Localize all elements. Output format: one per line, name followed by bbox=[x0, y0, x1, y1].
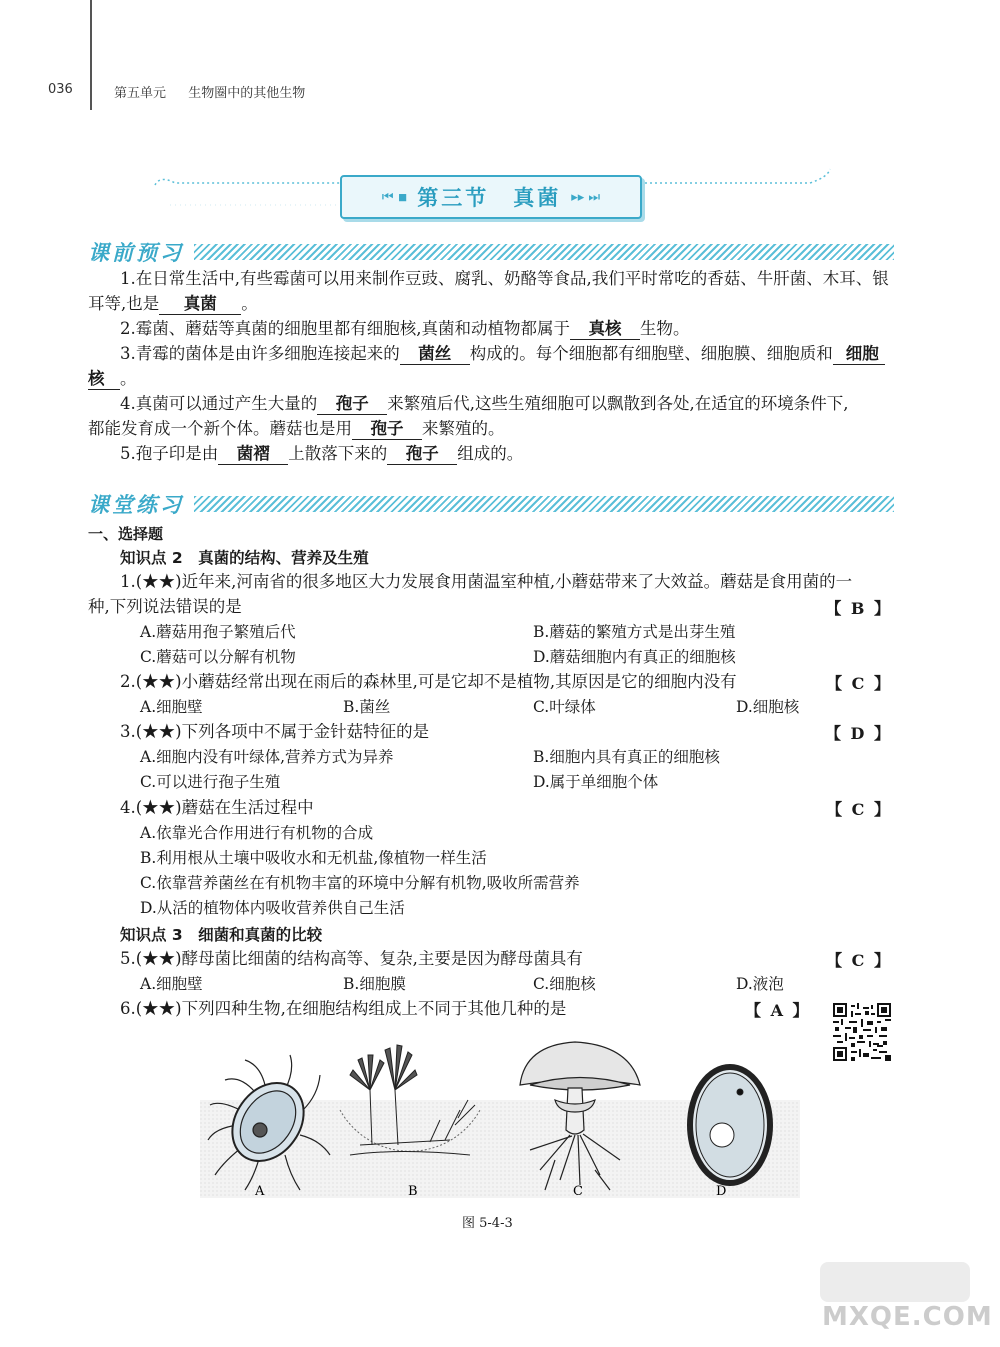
question-2: 2.(★★)小蘑菇经常出现在雨后的森林里,可是它却不是植物,其原因是它的细胞内没有 bbox=[120, 672, 737, 691]
option-c: C.可以进行孢子生殖 bbox=[140, 773, 281, 791]
option-a: A.细胞壁 bbox=[140, 698, 203, 716]
option-a: A.蘑菇用孢子繁殖后代 bbox=[140, 623, 296, 641]
answer-bracket: 【 C 】 bbox=[826, 951, 892, 970]
option-c: C.细胞核 bbox=[533, 975, 596, 993]
question-5: 5.(★★)酵母菌比细菌的结构高等、复杂,主要是因为酵母菌具有 bbox=[120, 949, 583, 968]
practice-heading bbox=[88, 490, 894, 518]
header-rule bbox=[90, 0, 92, 110]
option-b: B.菌丝 bbox=[343, 698, 391, 716]
option-c: C.蘑菇可以分解有机物 bbox=[140, 648, 296, 666]
question-1a: 1.(★★)近年来,河南省的很多地区大力发展食用菌温室种植,小蘑菇带来了大效益。蘑菇是食用菌的一 bbox=[120, 572, 853, 591]
preview-q1b: 耳等,也是 真菌 。 bbox=[88, 294, 258, 313]
option-a: A.依靠光合作用进行有机物的合成 bbox=[140, 824, 374, 842]
unit-label bbox=[114, 82, 305, 101]
option-c: C.叶绿体 bbox=[533, 698, 596, 716]
answer-bracket: 【 D 】 bbox=[824, 724, 892, 743]
figure-organisms bbox=[200, 1030, 800, 1205]
option-d: D.蘑菇细胞内有真正的细胞核 bbox=[533, 648, 736, 666]
banner-box bbox=[340, 175, 642, 219]
banner-title: 第三节 真菌 bbox=[417, 186, 562, 210]
option-b: B.利用根从土壤中吸收水和无机盐,像植物一样生活 bbox=[140, 849, 487, 867]
figure-label-d: D bbox=[716, 1184, 727, 1199]
preview-q5: 5.孢子印是由 菌褶 上散落下来的 孢子 组成的。 bbox=[120, 444, 524, 463]
option-a: A.细胞壁 bbox=[140, 975, 203, 993]
answer-blank: 孢子 bbox=[352, 419, 422, 440]
heading-hatch bbox=[194, 496, 894, 512]
preview-q3: 3.青霉的菌体是由许多细胞连接起来的 菌丝 构成的。每个细胞都有细胞壁、细胞膜、细胞质和 细胞 bbox=[120, 343, 885, 365]
question-1b: 种,下列说法错误的是 bbox=[88, 597, 242, 616]
unit-title: 生物圈中的其他生物 bbox=[188, 86, 306, 101]
option-b: B.细胞膜 bbox=[343, 975, 406, 993]
answer-bracket: 【 C 】 bbox=[826, 800, 892, 819]
rewind-icon: ⏮ ◾ bbox=[381, 189, 408, 205]
figure-caption: 图 5-4-3 bbox=[462, 1216, 513, 1231]
option-d: D.液泡 bbox=[736, 975, 784, 993]
answer-bracket: 【 B 】 bbox=[825, 599, 892, 618]
practice-title: 课堂练习 bbox=[88, 493, 184, 517]
knowledge-point-2: 知识点 2 真菌的结构、营养及生殖 bbox=[120, 549, 369, 567]
preview-heading bbox=[88, 238, 894, 266]
part-label: 一、选择题 bbox=[88, 525, 164, 543]
option-b: B.蘑菇的繁殖方式是出芽生殖 bbox=[533, 623, 736, 641]
answer-blank: 菌褶 bbox=[218, 444, 288, 465]
answer-blank: 孢子 bbox=[317, 394, 387, 415]
option-d: D.属于单细胞个体 bbox=[533, 773, 659, 791]
preview-q4b: 都能发育成一个新个体。蘑菇也是用 孢子 来繁殖的。 bbox=[88, 419, 505, 438]
answer-blank: 细胞 bbox=[833, 344, 885, 365]
qr-code-icon[interactable] bbox=[833, 1003, 891, 1061]
answer-bracket: 【 C 】 bbox=[826, 674, 892, 693]
option-a: A.细胞内没有叶绿体,营养方式为异养 bbox=[140, 748, 394, 766]
preview-q3b: 核 。 bbox=[88, 369, 137, 388]
question-4: 4.(★★)蘑菇在生活过程中 bbox=[120, 798, 314, 817]
preview-title: 课前预习 bbox=[88, 241, 184, 265]
preview-q1a: 1.在日常生活中,有些霉菌可以用来制作豆豉、腐乳、奶酪等食品,我们平时常吃的香菇、牛肝菌、木耳、银 bbox=[120, 269, 889, 288]
option-c: C.依靠营养菌丝在有机物丰富的环境中分解有机物,吸收所需营养 bbox=[140, 874, 580, 892]
option-d: D.细胞核 bbox=[736, 698, 800, 716]
question-3: 3.(★★)下列各项中不属于金针菇特征的是 bbox=[120, 722, 430, 741]
preview-q2: 2.霉菌、蘑菇等真菌的细胞里都有细胞核,真菌和动植物都属于 真核 生物。 bbox=[120, 319, 690, 338]
answer-blank: 核 bbox=[88, 369, 120, 390]
option-b: B.细胞内具有真正的细胞核 bbox=[533, 748, 720, 766]
preview-q4: 4.真菌可以通过产生大量的 孢子 来繁殖后代,这些生殖细胞可以飘散到各处,在适宜的环境条件下, bbox=[120, 394, 849, 413]
forward-icon: ▸▸ ⏭ bbox=[571, 189, 601, 205]
answer-blank: 真菌 bbox=[159, 294, 241, 315]
watermark-text: MXQE.COM bbox=[822, 1302, 993, 1332]
page-number: 036 bbox=[48, 82, 73, 97]
answer-blank: 菌丝 bbox=[400, 344, 470, 365]
watermark-logo bbox=[820, 1262, 970, 1302]
answer-blank: 孢子 bbox=[387, 444, 457, 465]
figure-label-c: C bbox=[573, 1184, 583, 1199]
question-6: 6.(★★)下列四种生物,在细胞结构组成上不同于其他几种的是 bbox=[120, 999, 567, 1018]
figure-label-b: B bbox=[408, 1184, 418, 1199]
heading-hatch bbox=[194, 244, 894, 260]
yeast-illustration bbox=[690, 1067, 770, 1183]
answer-blank: 真核 bbox=[570, 319, 640, 340]
knowledge-point-3: 知识点 3 细菌和真菌的比较 bbox=[120, 926, 323, 944]
figure-label-a: A bbox=[255, 1184, 265, 1199]
option-d: D.从活的植物体内吸收营养供自己生活 bbox=[140, 899, 405, 917]
unit-number: 第五单元 bbox=[114, 86, 167, 101]
answer-bracket: 【 A 】 bbox=[745, 1001, 811, 1020]
